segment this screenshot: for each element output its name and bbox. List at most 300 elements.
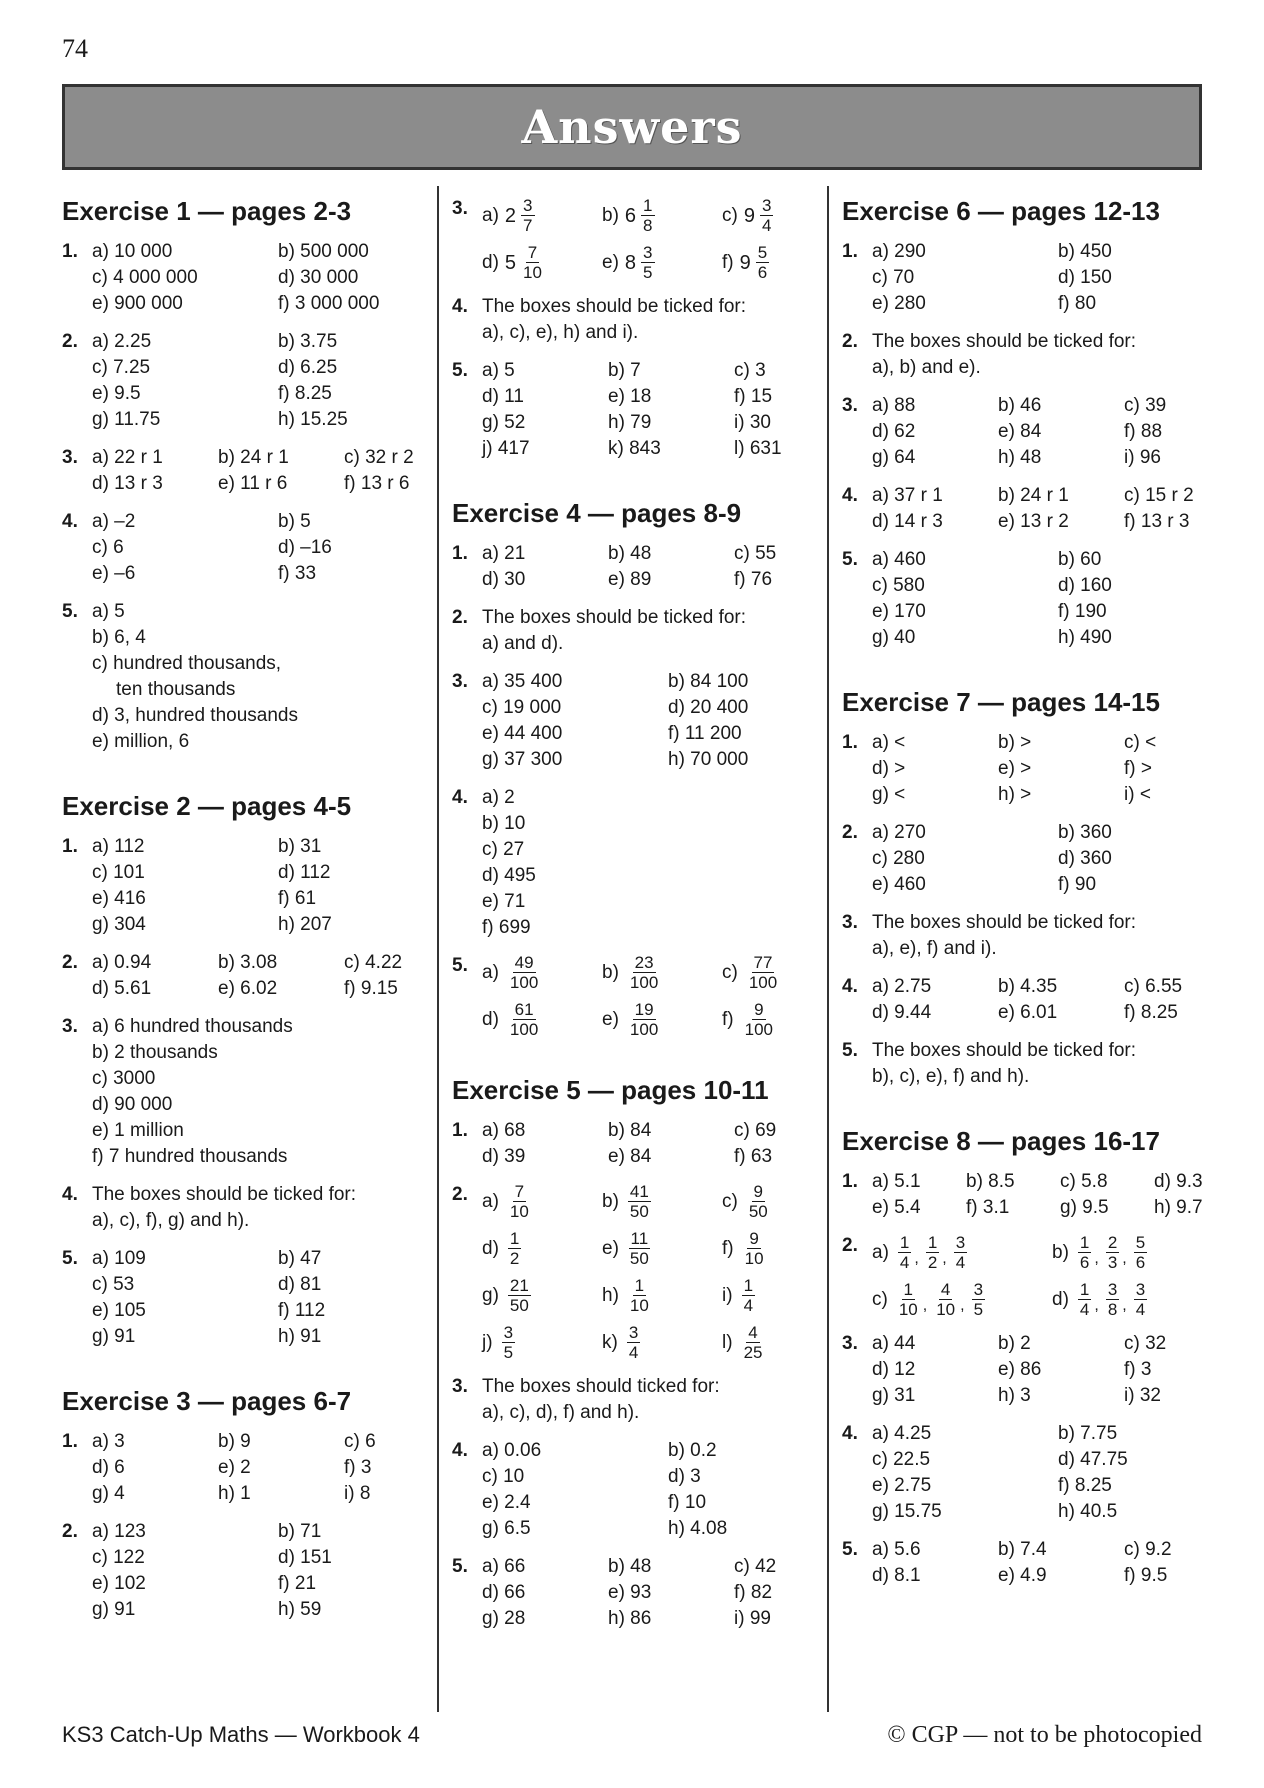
answer: b) 3.75 — [278, 331, 338, 352]
question-number: 3. — [62, 1016, 78, 1037]
answer: e) 5.4 — [872, 1197, 921, 1218]
answer: d) 160 — [1058, 575, 1112, 596]
exercise-title: Exercise 4 — pages 8-9 — [452, 498, 742, 528]
answer: c) 55 — [734, 543, 777, 564]
question-number: 1. — [842, 732, 858, 753]
numerator: 3 — [523, 196, 533, 215]
numerator: 1 — [899, 1233, 910, 1252]
answer: g) 15.75 — [872, 1501, 942, 1522]
answer-list — [872, 730, 1244, 808]
denominator: 10 — [744, 1249, 764, 1268]
answer — [482, 1000, 602, 1039]
answer: f) 82 — [734, 1582, 773, 1603]
answer: c) 6 — [344, 1431, 376, 1452]
answer: b), c), e), f) and h). — [872, 1066, 1030, 1087]
fraction — [926, 1233, 939, 1272]
answer-label: c) — [722, 204, 738, 226]
answer-list — [872, 974, 1244, 1026]
denominator: 10 — [523, 263, 542, 282]
denominator: 4 — [1135, 1300, 1146, 1319]
question — [842, 393, 1202, 471]
numerator: 7 — [527, 243, 538, 262]
numerator: 9 — [753, 1182, 764, 1201]
answer: f) 3 — [1124, 1359, 1152, 1380]
numerator: 21 — [509, 1276, 529, 1295]
answer-label: d) — [1052, 1288, 1069, 1310]
answer: c) 69 — [734, 1120, 777, 1141]
answer: f) 8.25 — [1124, 1002, 1178, 1023]
answer: e) 170 — [872, 601, 926, 622]
answer-label: b) — [1052, 1241, 1069, 1263]
exercise-title: Exercise 8 — pages 16-17 — [842, 1126, 1160, 1156]
fraction — [627, 1323, 640, 1362]
separator: , — [914, 1250, 919, 1267]
answer: d) 11 — [482, 386, 524, 407]
fraction — [628, 953, 660, 992]
whole-number: 8 — [624, 251, 637, 274]
denominator: 2 — [509, 1249, 520, 1268]
answer: d) 90 000 — [92, 1094, 173, 1115]
answer: i) 96 — [1124, 447, 1161, 468]
answer: g) 28 — [482, 1608, 526, 1629]
question — [62, 599, 422, 755]
answers-banner — [62, 84, 1202, 170]
answer: d) 112 — [278, 862, 331, 883]
answer: c) hundred thousands, — [92, 653, 282, 674]
mixed-number — [740, 243, 773, 282]
answer-list — [872, 239, 1238, 317]
question-number: 4. — [62, 1184, 78, 1205]
answer: b) 24 r 1 — [218, 447, 289, 468]
answer: e) 11 r 6 — [218, 473, 288, 494]
answer: b) 10 — [482, 813, 526, 834]
answer: c) 5.8 — [1060, 1171, 1108, 1192]
answer: c) 3 — [734, 360, 766, 381]
denominator: 100 — [744, 1020, 773, 1039]
exercise-7 — [842, 687, 1202, 1090]
question — [452, 1554, 812, 1632]
answer: f) 88 — [1124, 421, 1163, 442]
answer: c) 4.22 — [344, 952, 403, 973]
denominator: 4 — [955, 1253, 966, 1272]
fraction — [756, 243, 769, 282]
answer-label: b) — [602, 1190, 619, 1212]
fraction-sequence-list — [872, 1233, 1232, 1319]
numerator: 5 — [757, 243, 768, 262]
question-number: 1. — [842, 1171, 858, 1192]
answer: e) 86 — [998, 1359, 1042, 1380]
fraction — [628, 1182, 651, 1221]
answer-list — [482, 1374, 812, 1426]
answer-list — [92, 1429, 464, 1507]
question-number: 1. — [452, 543, 468, 564]
answer: e) 44 400 — [482, 723, 563, 744]
answer-list — [92, 1246, 458, 1350]
numerator: 1 — [643, 196, 653, 215]
denominator: 7 — [523, 216, 533, 235]
answer: c) 9.2 — [1124, 1539, 1172, 1560]
answer: a) 6 hundred thousands — [92, 1016, 293, 1037]
answer: h) 91 — [278, 1326, 322, 1347]
answer: b) 24 r 1 — [998, 485, 1069, 506]
answer: d) 13 r 3 — [92, 473, 163, 494]
answer: a) 3 — [92, 1431, 125, 1452]
answer: b) 31 — [278, 836, 322, 857]
fraction — [972, 1280, 985, 1319]
answer: a) 5 — [92, 601, 125, 622]
answer: c) 39 — [1124, 395, 1167, 416]
question — [62, 509, 422, 587]
answer: c) 15 r 2 — [1124, 485, 1194, 506]
answer: g) 304 — [92, 914, 146, 935]
separator: , — [1094, 1297, 1099, 1314]
question — [62, 1014, 422, 1170]
answer: a) 460 — [872, 549, 926, 570]
question-number: 3. — [452, 198, 468, 219]
answer: b) 46 — [998, 395, 1042, 416]
question-number: 2. — [62, 331, 78, 352]
answer — [872, 1280, 1052, 1319]
answer: a) 5.6 — [872, 1539, 921, 1560]
answer: f) 11 200 — [668, 723, 742, 744]
question-number: 5. — [842, 1040, 858, 1061]
answer: h) 79 — [608, 412, 652, 433]
answer — [722, 1229, 842, 1268]
answer: d) 150 — [1058, 267, 1112, 288]
separator: , — [922, 1297, 928, 1314]
answer: b) 450 — [1058, 241, 1112, 262]
question-number: 5. — [452, 1556, 468, 1577]
answer: a) < — [872, 732, 906, 753]
answer: a) 4.25 — [872, 1423, 932, 1444]
numerator: 7 — [514, 1182, 525, 1201]
answer — [482, 1182, 602, 1221]
numerator: 1 — [509, 1229, 520, 1248]
numerator: 61 — [514, 1000, 534, 1019]
answer: h) 86 — [608, 1608, 652, 1629]
numerator: 1 — [903, 1280, 914, 1299]
separator: , — [1094, 1250, 1099, 1267]
answer: b) 60 — [1058, 549, 1102, 570]
answer: b) > — [998, 732, 1032, 753]
answer: g) 6.5 — [482, 1518, 531, 1539]
answer — [1052, 1233, 1232, 1272]
mixed-number — [505, 196, 538, 235]
numerator: 5 — [1135, 1233, 1146, 1252]
exercise-6 — [842, 196, 1202, 651]
answer: f) 8.25 — [278, 383, 332, 404]
answer — [482, 1323, 602, 1362]
answer: d) 5.61 — [92, 978, 152, 999]
answer: h) 9.7 — [1154, 1197, 1203, 1218]
answer-list — [92, 239, 458, 317]
answer-list — [872, 820, 1238, 898]
answer — [722, 1323, 842, 1362]
answer-list — [92, 834, 458, 938]
answer: e) 900 000 — [92, 293, 183, 314]
whole-number: 2 — [504, 204, 517, 227]
exercise-title: Exercise 1 — pages 2-3 — [62, 196, 352, 226]
answer: e) 6.02 — [218, 978, 278, 999]
answer: b) 500 000 — [278, 241, 369, 262]
whole-number: 5 — [504, 251, 517, 274]
fraction — [521, 243, 544, 282]
fraction — [502, 1323, 515, 1362]
numerator: 3 — [1107, 1280, 1118, 1299]
question — [842, 730, 1202, 808]
denominator: 5 — [973, 1300, 984, 1319]
footer-copyright: © CGP — not to be photocopied — [887, 1722, 1202, 1748]
answer: a), c), d), f) and h). — [482, 1402, 640, 1423]
numerator: 49 — [514, 953, 534, 972]
answer: a), b) and e). — [872, 357, 981, 378]
whole-number: 6 — [624, 204, 637, 227]
answer: c) 7.25 — [92, 357, 151, 378]
question-number: 1. — [62, 241, 78, 262]
answer: a) 66 — [482, 1556, 526, 1577]
answer: a) 22 r 1 — [92, 447, 163, 468]
fraction — [742, 1323, 765, 1362]
answer-label: a) — [482, 961, 499, 983]
answer: i) 32 — [1124, 1385, 1161, 1406]
answer: e) 84 — [998, 421, 1042, 442]
mixed-number — [625, 243, 658, 282]
denominator: 100 — [509, 1020, 539, 1039]
answer: g) 9.5 — [1060, 1197, 1109, 1218]
answer-list — [872, 1537, 1244, 1589]
fraction-sequence — [894, 1280, 988, 1319]
answer: a), e), f) and i). — [872, 938, 997, 959]
denominator: 50 — [748, 1202, 768, 1221]
answer: h) > — [998, 784, 1032, 805]
question-number: 5. — [842, 549, 858, 570]
question-number: 3. — [842, 1333, 858, 1354]
answer-label: e) — [602, 251, 619, 273]
separator: , — [1122, 1250, 1127, 1267]
answer: b) 2 — [998, 1333, 1031, 1354]
answer: d) 12 — [872, 1359, 916, 1380]
question — [452, 1374, 812, 1426]
answer: c) < — [1124, 732, 1157, 753]
fraction-sequence — [1075, 1233, 1150, 1272]
question — [452, 358, 812, 462]
question-number: 1. — [842, 241, 858, 262]
answer — [482, 243, 602, 282]
exercise-8 — [842, 1126, 1202, 1589]
denominator: 10 — [898, 1300, 918, 1319]
numerator: 9 — [754, 1000, 764, 1019]
answer: f) 112 — [278, 1300, 326, 1321]
answer — [602, 953, 722, 992]
answer: a) 68 — [482, 1120, 526, 1141]
answer: b) 48 — [608, 543, 652, 564]
answer: The boxes should be ticked for: — [92, 1184, 357, 1205]
footer-book-title: KS3 Catch-Up Maths — Workbook 4 — [62, 1722, 420, 1747]
question-number: 3. — [842, 912, 858, 933]
question-number: 1. — [62, 836, 78, 857]
answer — [602, 1182, 722, 1221]
answer: a) 2.25 — [92, 331, 152, 352]
exercise-title: Exercise 7 — pages 14-15 — [842, 687, 1160, 717]
column-1 — [62, 196, 422, 1659]
answer: e) 6.01 — [998, 1002, 1058, 1023]
denominator: 50 — [629, 1249, 649, 1268]
answer: c) 53 — [92, 1274, 135, 1295]
denominator: 100 — [748, 973, 778, 992]
answer: d) 14 r 3 — [872, 511, 943, 532]
answer-list — [872, 329, 1202, 381]
numerator: 23 — [634, 953, 654, 972]
denominator: 100 — [629, 973, 659, 992]
answer: f) > — [1124, 758, 1152, 779]
answer: c) 580 — [872, 575, 925, 596]
answer — [722, 1276, 842, 1315]
fraction — [897, 1280, 920, 1319]
numerator: 2 — [1107, 1233, 1118, 1252]
fraction — [628, 1000, 660, 1039]
answer: d) 6.25 — [278, 357, 338, 378]
answer: d) 62 — [872, 421, 916, 442]
answer-list — [872, 393, 1244, 471]
answer-label: c) — [722, 1190, 738, 1212]
denominator: 100 — [509, 973, 539, 992]
answer-list — [482, 1118, 854, 1170]
question — [842, 1233, 1202, 1319]
numerator: 3 — [1135, 1280, 1146, 1299]
exercise-title: Exercise 3 — pages 6-7 — [62, 1386, 352, 1416]
answer — [1052, 1280, 1232, 1319]
fraction — [508, 1182, 531, 1221]
answer: e) 2.4 — [482, 1492, 531, 1513]
fraction — [1078, 1233, 1091, 1272]
answer: e) 13 r 2 — [998, 511, 1069, 532]
exercise-4 — [452, 498, 812, 1039]
answer-list — [872, 483, 1244, 535]
question — [62, 239, 422, 317]
numerator: 41 — [629, 1182, 649, 1201]
answer: a) 112 — [92, 836, 145, 857]
question-number: 3. — [842, 395, 858, 416]
denominator: 6 — [757, 263, 768, 282]
fraction — [508, 1276, 531, 1315]
answer-list — [872, 1421, 1238, 1525]
question — [62, 1246, 422, 1350]
answer: c) 6.55 — [1124, 976, 1183, 997]
fraction-sequence — [1075, 1280, 1150, 1319]
answer: h) 59 — [278, 1599, 322, 1620]
answer: The boxes should be ticked for: — [872, 912, 1137, 933]
question — [842, 1421, 1202, 1525]
answer — [872, 1233, 1052, 1272]
fraction — [1134, 1280, 1147, 1319]
answer: f) 9.15 — [344, 978, 398, 999]
answer: g) 4 — [92, 1483, 125, 1504]
question-number: 4. — [452, 1440, 468, 1461]
denominator: 6 — [1135, 1253, 1146, 1272]
denominator: 4 — [1079, 1300, 1090, 1319]
answer: d) 30 — [482, 569, 526, 590]
answer: b) 48 — [608, 1556, 652, 1577]
answer: a) 10 000 — [92, 241, 173, 262]
answer — [722, 1182, 842, 1221]
answer-label: c) — [872, 1288, 888, 1310]
answer-list — [92, 1014, 422, 1170]
question-number: 5. — [452, 360, 468, 381]
answer: e) 89 — [608, 569, 652, 590]
fraction — [760, 196, 773, 235]
exercise-3-part — [62, 1386, 422, 1623]
answer: f) 13 r 6 — [344, 473, 410, 494]
answer: c) 280 — [872, 848, 925, 869]
answer: b) 84 — [608, 1120, 652, 1141]
denominator: 10 — [936, 1300, 956, 1319]
denominator: 50 — [629, 1202, 649, 1221]
answer-label: b) — [602, 961, 619, 983]
answer: f) 9.5 — [1124, 1565, 1168, 1586]
answer: d) 495 — [482, 865, 536, 886]
fraction — [747, 953, 779, 992]
denominator: 10 — [509, 1202, 529, 1221]
question — [842, 974, 1202, 1026]
answer-list — [872, 910, 1202, 962]
question — [62, 445, 422, 497]
answer-label: i) — [722, 1284, 733, 1306]
answer: g) 31 — [872, 1385, 916, 1406]
answer-label: d) — [482, 251, 499, 273]
answer: b) 84 100 — [668, 671, 749, 692]
answer: h) 40.5 — [1058, 1501, 1118, 1522]
answer-list — [482, 1554, 854, 1632]
answer: d) 151 — [278, 1547, 332, 1568]
denominator: 4 — [761, 216, 772, 235]
answer-list — [92, 1182, 422, 1234]
exercise-1 — [62, 196, 422, 755]
answer: b) 0.2 — [668, 1440, 717, 1461]
separator: , — [942, 1250, 947, 1267]
question — [452, 1438, 812, 1542]
numerator: 1 — [634, 1276, 645, 1295]
answer: e) 460 — [872, 874, 926, 895]
answer: b) 7.4 — [998, 1539, 1047, 1560]
question-number: 3. — [62, 447, 78, 468]
answer: The boxes should be ticked for: — [482, 296, 747, 317]
answer: b) 360 — [1058, 822, 1112, 843]
answer: a) 5.1 — [872, 1171, 921, 1192]
answer: b) 9 — [218, 1431, 251, 1452]
answer: The boxes should be ticked for: — [482, 607, 747, 628]
answer-label: g) — [482, 1284, 499, 1306]
numerator: 3 — [628, 1323, 639, 1342]
answer: e) 280 — [872, 293, 926, 314]
answer-label: a) — [482, 204, 499, 226]
answer: c) 32 — [1124, 1333, 1167, 1354]
numerator: 4 — [748, 1323, 758, 1342]
answer: a) 290 — [872, 241, 926, 262]
answer: c) 6 — [92, 537, 124, 558]
answer: c) 4 000 000 — [92, 267, 198, 288]
question — [452, 605, 812, 657]
answer: a), c), e), h) and i). — [482, 322, 639, 343]
answer-list — [92, 599, 422, 755]
answer: b) 6, 4 — [92, 627, 146, 648]
answer: e) 2.75 — [872, 1475, 932, 1496]
answer-list — [482, 294, 812, 346]
answer: b) 3.08 — [218, 952, 278, 973]
answer-list — [92, 1519, 458, 1623]
denominator: 50 — [509, 1296, 529, 1315]
question-number: 4. — [62, 511, 78, 532]
question-number: 4. — [452, 296, 468, 317]
